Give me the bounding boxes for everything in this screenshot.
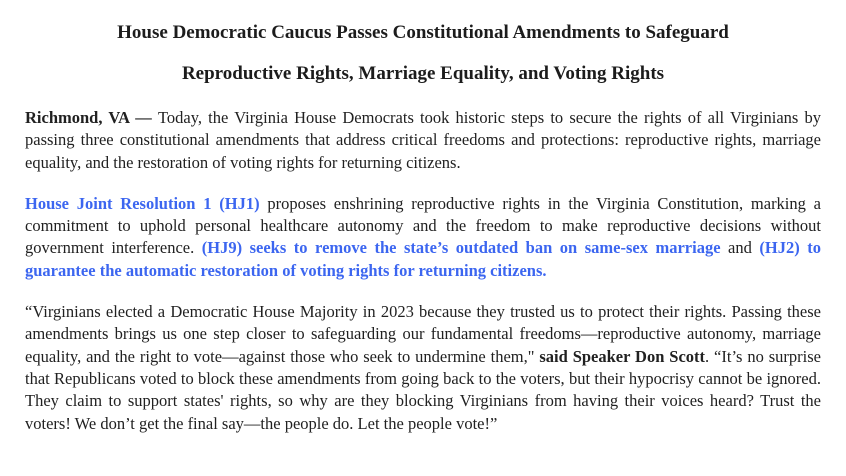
page <box>0 12 846 476</box>
text-segment: Today, the Virginia House Democrats took historic steps to secure the rights of all Virginians by passing three constitutional amendments that address critical freedoms and protections: reproductive rights, marriage equality, and the restoration of voting rights for returning citizens. <box>25 108 822 172</box>
text-segment: and <box>720 238 760 258</box>
page-title <box>25 12 821 94</box>
title-line-1: House Democratic Caucus Passes Constitutional Amendments to Safeguard <box>117 22 729 43</box>
text-segment: said Speaker Don Scott <box>539 346 706 366</box>
resolution-link[interactable]: (HJ9) seeks to remove the state’s outdated ban on same-sex marriage <box>201 238 721 258</box>
text-segment: “Virginians elected a Democratic House Majority in 2023 because they trusted us to protect their rights. Passing these amendments brings us one step closer to safeguarding our fundamental freedoms—reproductive autonomy, marriage equality, and the right to vote—against those who seek to undermine them," <box>25 302 821 366</box>
text-segment: Richmond, VA — <box>25 108 158 127</box>
quote-paragraph <box>25 301 821 435</box>
article-body <box>25 107 821 435</box>
press-release-document <box>0 12 846 435</box>
resolution-link[interactable]: (HJ2) to guarantee the automatic restoration of voting rights for returning citizens. <box>25 238 821 280</box>
text-segment: . “It’s no surprise that Republicans voted to block these amendments from going back to the voters, but their hypocrisy cannot be ignored. They claim to support states' rights, so why are they blocking Virginians from having their voices heard? Trust the voters! We don’t get the final say—the people do. Let the people vote!” <box>25 346 821 433</box>
resolution-link[interactable]: House Joint Resolution 1 (HJ1) <box>25 193 260 213</box>
dateline-paragraph <box>25 107 821 174</box>
text-segment: proposes enshrining reproductive rights in the Virginia Constitution, marking a commitment to uphold personal healthcare autonomy and the freedom to make reproductive decisions without government interference. <box>25 193 821 258</box>
resolutions-paragraph <box>25 193 821 282</box>
title-line-2: Reproductive Rights, Marriage Equality, and Voting Rights <box>181 63 665 84</box>
